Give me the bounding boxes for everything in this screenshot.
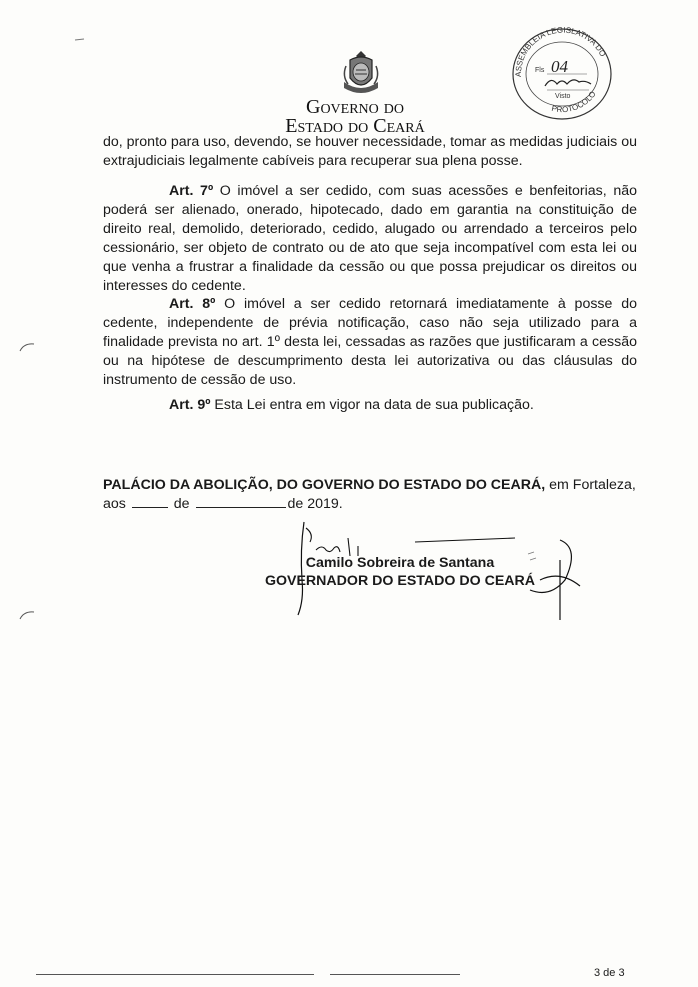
- article-9-paragraph: [103, 396, 637, 415]
- margin-mark-top: [74, 30, 92, 40]
- footer-rule-right: [330, 974, 460, 975]
- article-8-paragraph: [103, 295, 637, 390]
- stamp-fls-label: Fls: [535, 67, 545, 74]
- article-7-text: O imóvel a ser cedido, com suas acessões e benfeitorias, não poderá ser alienado, onerado, hipotecado, dado em garantia na constituição de direito real, demolido, deteriorado, cedido, alugado ou arrendado a terceiros pelo cessionário, ser objeto de contrato ou de ato que seja incompatível com esta lei ou que venha a frustrar a finalidade da cessão ou que possa prejudicar os direitos ou interesses do cedente.: [103, 183, 637, 294]
- article-9-text: Esta Lei entra em vigor na data de sua publicação.: [210, 397, 534, 413]
- protocol-stamp: [507, 22, 617, 122]
- stamp-fls-value: 04: [551, 57, 568, 76]
- stamp-dept-text: PROTOCOLO: [550, 89, 598, 115]
- footer-rule-left: [36, 974, 314, 975]
- ceara-coat-of-arms-icon: [336, 48, 386, 98]
- governor-name: Camilo Sobreira de Santana: [305, 555, 495, 571]
- margin-mark-left-1: [18, 340, 36, 350]
- government-title-line1: Governo do: [306, 96, 404, 118]
- date-line: [103, 495, 637, 514]
- stamp-org-text: ASSEMBLEIA LEGISLATIVA DO: [513, 25, 608, 78]
- palace-name: PALÁCIO DA ABOLIÇÃO, DO GOVERNO DO ESTADO DO CEARÁ,: [103, 477, 546, 493]
- stamp-visto-label: Visto: [555, 93, 571, 100]
- page-number: 3 de 3: [594, 967, 625, 979]
- government-title-line2: Estado do Ceará: [285, 115, 425, 137]
- date-suffix: de 2019.: [287, 496, 343, 512]
- article-7-paragraph: [103, 182, 637, 296]
- continuation-text: do, pronto para uso, devendo, se houver necessidade, tomar as medidas judiciais ou extrajudiciais legalmente cabíveis para recuperar sua plena posse.: [103, 134, 637, 169]
- article-7-label: Art. 7º: [169, 183, 214, 199]
- article-9-label: Art. 9º: [169, 397, 211, 413]
- governor-title: GOVERNADOR DO ESTADO DO CEARÁ: [264, 573, 536, 589]
- signature-area: [260, 520, 590, 630]
- article-8-label: Art. 8º: [169, 296, 216, 312]
- date-prefix: aos: [103, 496, 126, 512]
- article-8-text: O imóvel a ser cedido retornará imediatamente à posse do cedente, independente de prévia notificação, caso não seja utilizado para a finalidade prevista no art. 1º desta lei, cessadas as razões que justificaram a cessão ou na hipótese de descumprimento desta lei autorizativa ou das cláusulas do instrumento de cessão de uso.: [103, 296, 638, 388]
- closing-paragraph: [103, 476, 637, 495]
- continuation-paragraph: [103, 133, 637, 171]
- date-de: de: [173, 496, 190, 512]
- margin-mark-left-2: [18, 608, 36, 618]
- closing-place: em Fortaleza,: [545, 477, 636, 493]
